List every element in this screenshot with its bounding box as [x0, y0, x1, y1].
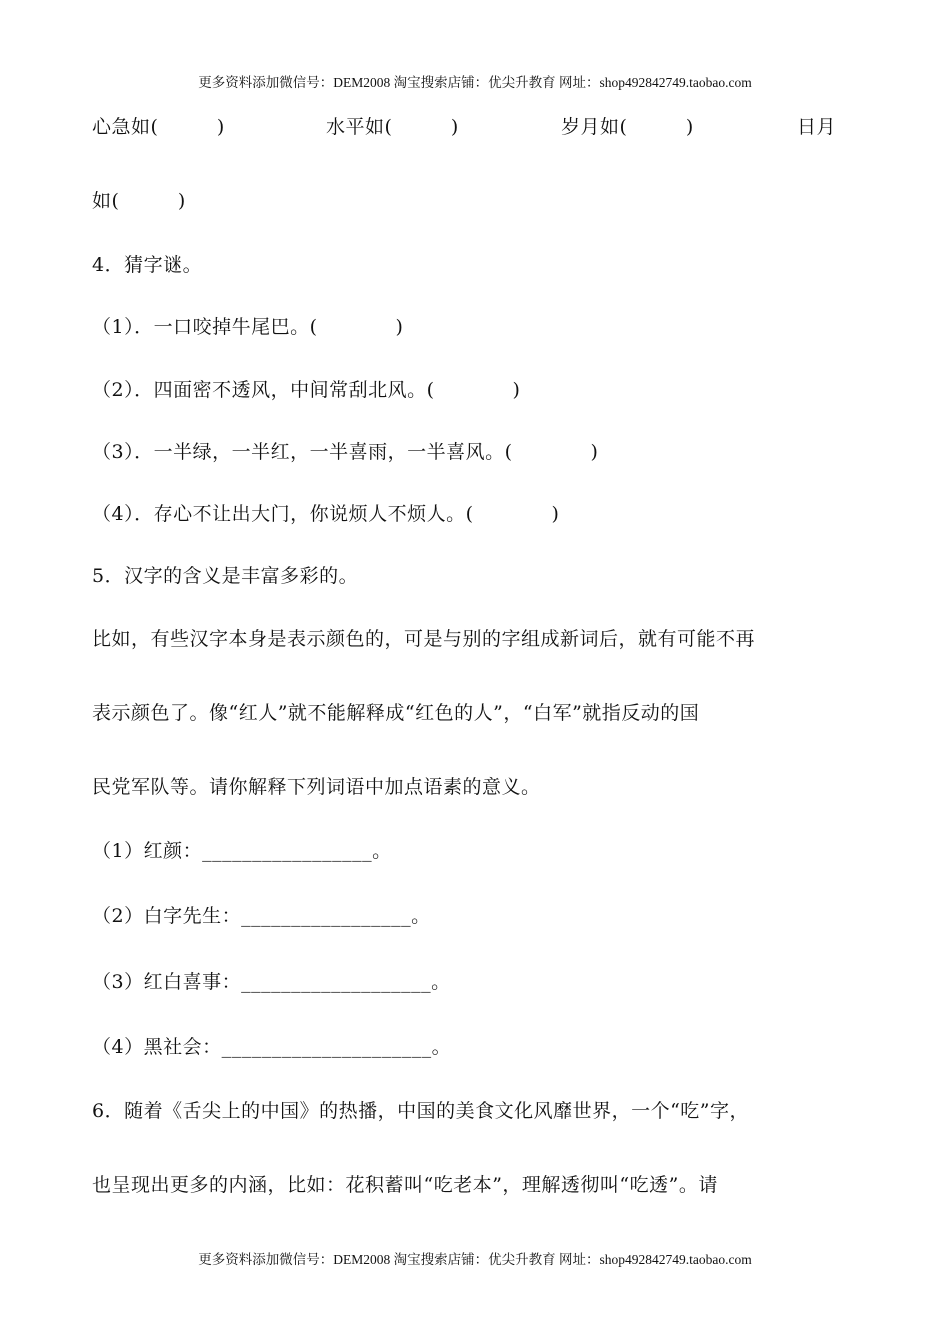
q4-item-4[interactable]: （4）．存心不让出大门，你说烦人不烦人。( )	[92, 503, 560, 525]
q5-item-2[interactable]: （2）白字先生：_________________。	[92, 905, 431, 927]
q5-item-3[interactable]: （3）红白喜事：___________________。	[92, 971, 451, 993]
q3-blank-3[interactable]: 岁月如( )	[561, 116, 694, 138]
q6-line-1: 6．随着《舌尖上的中国》的热播，中国的美食文化风靡世界，一个“吃”字，	[92, 1100, 750, 1122]
q5-title: 5．汉字的含义是丰富多彩的。	[92, 565, 359, 587]
page-header: 更多资料添加微信号：DEM2008 淘宝搜索店铺：优尖升教育 网址：shop492842749.taobao.com	[198, 75, 752, 90]
q6-line-2: 也呈现出更多的内涵，比如：花积蓄叫“吃老本”，理解透彻叫“吃透”。请	[92, 1174, 718, 1196]
q3-blank-4-start: 日月	[797, 116, 837, 138]
q4-item-2[interactable]: （2）．四面密不透风，中间常刮北风。( )	[92, 379, 521, 401]
q4-title: 4．猜字谜。	[92, 254, 203, 276]
q5-item-4[interactable]: （4）黑社会：_____________________。	[92, 1036, 452, 1058]
q5-para-line-3: 民党军队等。请你解释下列词语中加点语素的意义。	[92, 776, 541, 798]
page-footer: 更多资料添加微信号：DEM2008 淘宝搜索店铺：优尖升教育 网址：shop492842749.taobao.com	[198, 1252, 752, 1267]
q3-blank-2[interactable]: 水平如( )	[326, 116, 459, 138]
q3-blank-4[interactable]: 如( )	[92, 190, 186, 212]
q3-blank-1[interactable]: 心急如( )	[92, 116, 225, 138]
q5-para-line-2: 表示颜色了。像“红人”就不能解释成“红色的人”，“白军”就指反动的国	[92, 702, 700, 724]
q5-para-line-1: 比如，有些汉字本身是表示颜色的，可是与别的字组成新词后，就有可能不再	[92, 628, 756, 650]
q4-item-3[interactable]: （3）．一半绿，一半红，一半喜雨，一半喜风。( )	[92, 441, 599, 463]
q5-item-1[interactable]: （1）红颜：_________________。	[92, 840, 392, 862]
q4-item-1[interactable]: （1）．一口咬掉牛尾巴。( )	[92, 316, 404, 338]
